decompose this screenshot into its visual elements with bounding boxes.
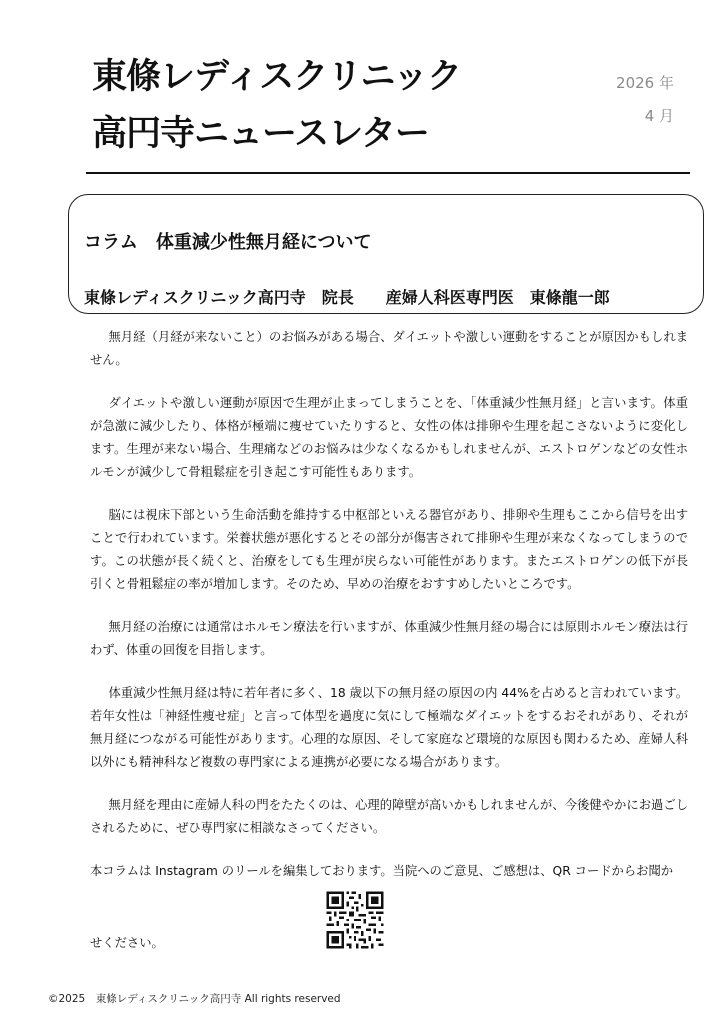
article-body xyxy=(90,326,688,883)
paragraph-5: 体重減少性無月経は特に若年者に多く、18 歳以下の無月経の原因の内 44%を占めると言われています。若年女性は「神経性痩せ症」と言って体型を過度に気にして極端なダイエットをするおそれがあり、それが無月経につながる可能性があります。心理的な原因、そして家庭など環境的な原因も関わるため、産婦人科以外にも精神科など複数の専門家による連携が必要になる場合があります。 xyxy=(90,686,688,769)
newsletter-title-line1: 東條レディスクリニック xyxy=(92,57,462,97)
paragraph-6: 無月経を理由に産婦人科の門をたたくのは、心理的障壁が高いかもしれませんが、今後健やかにお過ごしされるために、ぜひ専門家に相談なさってください。 xyxy=(90,798,688,835)
column-title: コラム 体重減少性無月経について xyxy=(84,232,372,253)
newsletter-title-line2: 高円寺ニュースレター xyxy=(92,114,429,154)
column-author: 東條レディスクリニック高円寺 院長 産婦人科医専門医 東條龍一郎 xyxy=(84,288,610,307)
paragraph-3: 脳には視床下部という生命活動を維持する中枢部といえる器官があり、排卵や生理もここから信号を出すことで行われています。栄養状態が悪化するとその部分が傷害されて排卵や生理が来なくなってしまうのです。この状態が長く続くと、治療をしても生理が戻らない可能性があります。またエストロゲンの低下が長引くと骨粗鬆症の率が増加します。そのため、早めの治療をおすすめしたいところです。 xyxy=(90,508,688,591)
paragraph-1: 無月経（月経が来ないこと）のお悩みがある場合、ダイエットや激しい運動をすることが原因かもしれません。 xyxy=(90,330,688,367)
closing-text: 本コラムは Instagram のリールを編集しております。当院へのご意見、ご感想は、QR コードからお聞か xyxy=(90,864,674,878)
paragraph-4: 無月経の治療には通常はホルモン療法を行いますが、体重減少性無月経の場合には原則ホルモン療法は行わず、体重の回復を目指します。 xyxy=(90,620,688,657)
issue-month: 4 月 xyxy=(644,107,674,125)
copyright-footer: ©2025 東條レディスクリニック高円寺 All rights reserved xyxy=(48,993,341,1005)
closing-text-tail: せください。 xyxy=(90,936,164,950)
qr-code-icon[interactable] xyxy=(324,889,386,951)
paragraph-2: ダイエットや激しい運動が原因で生理が止まってしまうことを、「体重減少性無月経」と言います。体重が急激に減少したり、体格が極端に痩せていたりすると、女性の体は排卵や生理を起こさないように変化します。生理が来ない場合、生理痛などのお悩みは少なくなるかもしれませんが、エストロゲンなどの女性ホルモンが減少して骨粗鬆症を引き起こす可能性もあります。 xyxy=(90,396,688,479)
issue-date xyxy=(616,76,674,142)
issue-year: 2026 年 xyxy=(616,74,674,92)
header-divider xyxy=(86,172,690,174)
